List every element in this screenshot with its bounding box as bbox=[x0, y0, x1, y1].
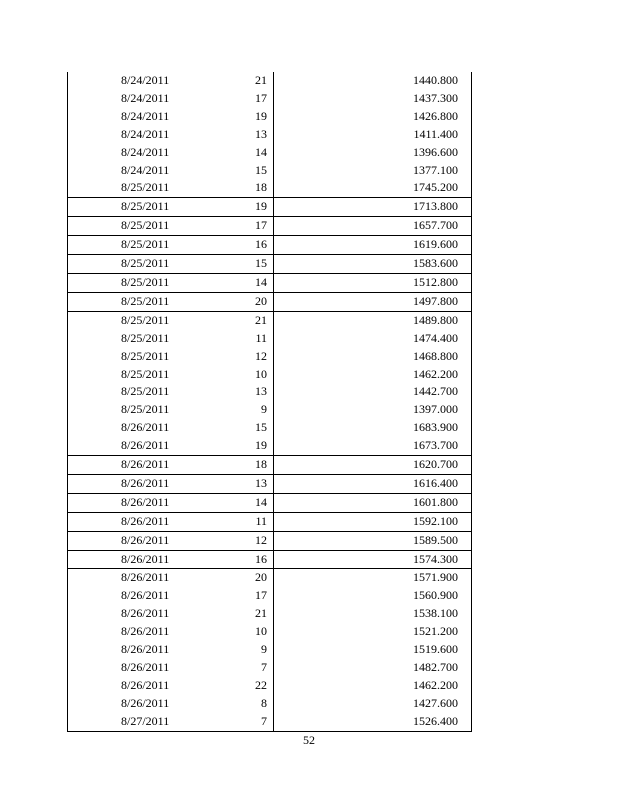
data-table bbox=[67, 72, 472, 732]
cell-value: 1437.300 bbox=[274, 90, 472, 108]
cell-value: 1592.100 bbox=[274, 512, 472, 531]
cell-hour: 15 bbox=[255, 420, 267, 435]
cell-date: 8/26/2011 bbox=[121, 588, 170, 603]
table-row bbox=[68, 330, 472, 348]
cell-date: 8/26/2011 bbox=[121, 624, 170, 639]
cell-value: 1396.600 bbox=[274, 144, 472, 162]
table-row bbox=[68, 108, 472, 126]
cell-date: 8/24/2011 bbox=[121, 90, 170, 105]
cell-value: 1440.800 bbox=[274, 72, 472, 90]
cell-date: 8/25/2011 bbox=[121, 237, 170, 252]
cell-date: 8/25/2011 bbox=[121, 256, 170, 271]
cell-value: 1519.600 bbox=[274, 641, 472, 659]
cell-value: 1427.600 bbox=[274, 695, 472, 713]
cell-hour: 17 bbox=[255, 90, 267, 105]
cell-value: 1583.600 bbox=[274, 255, 472, 274]
cell-value: 1462.200 bbox=[274, 366, 472, 384]
table-row bbox=[68, 641, 472, 659]
cell-value: 1442.700 bbox=[274, 383, 472, 401]
cell-value: 1426.800 bbox=[274, 108, 472, 126]
cell-hour: 14 bbox=[255, 144, 267, 159]
cell-date: 8/25/2011 bbox=[121, 330, 170, 345]
cell-value: 1713.800 bbox=[274, 198, 472, 217]
cell-date: 8/25/2011 bbox=[121, 366, 170, 381]
table-row bbox=[68, 236, 472, 255]
table-row bbox=[68, 273, 472, 292]
cell-value: 1538.100 bbox=[274, 605, 472, 623]
table-row bbox=[68, 366, 472, 384]
cell-hour: 10 bbox=[255, 366, 267, 381]
cell-value: 1673.700 bbox=[274, 437, 472, 455]
cell-hour: 17 bbox=[255, 588, 267, 603]
cell-value: 1619.600 bbox=[274, 236, 472, 255]
table-row bbox=[68, 587, 472, 605]
cell-value: 1620.700 bbox=[274, 456, 472, 475]
cell-date: 8/26/2011 bbox=[121, 532, 170, 547]
cell-value: 1474.400 bbox=[274, 330, 472, 348]
table-row bbox=[68, 456, 472, 475]
table-row bbox=[68, 126, 472, 144]
cell-value: 1411.400 bbox=[274, 126, 472, 144]
cell-hour: 21 bbox=[255, 73, 267, 87]
table-row bbox=[68, 695, 472, 713]
cell-value: 1397.000 bbox=[274, 401, 472, 419]
cell-value: 1745.200 bbox=[274, 179, 472, 197]
table-row bbox=[68, 90, 472, 108]
cell-date: 8/26/2011 bbox=[121, 457, 170, 472]
cell-date: 8/26/2011 bbox=[121, 677, 170, 692]
cell-date: 8/24/2011 bbox=[121, 144, 170, 159]
cell-hour: 19 bbox=[255, 108, 267, 123]
table-row bbox=[68, 162, 472, 180]
cell-date: 8/25/2011 bbox=[121, 199, 170, 214]
cell-hour: 12 bbox=[255, 348, 267, 363]
table-row bbox=[68, 255, 472, 274]
table-row bbox=[68, 569, 472, 587]
cell-hour: 16 bbox=[255, 551, 267, 566]
table-row bbox=[68, 292, 472, 311]
cell-value: 1489.800 bbox=[274, 311, 472, 329]
table-row bbox=[68, 605, 472, 623]
cell-hour: 9 bbox=[261, 402, 267, 417]
cell-hour: 20 bbox=[255, 293, 267, 308]
cell-date: 8/25/2011 bbox=[121, 312, 170, 327]
cell-hour: 12 bbox=[255, 532, 267, 547]
table-row bbox=[68, 419, 472, 437]
cell-hour: 8 bbox=[261, 695, 267, 710]
cell-value: 1589.500 bbox=[274, 531, 472, 550]
cell-hour: 19 bbox=[255, 438, 267, 453]
cell-hour: 21 bbox=[255, 312, 267, 327]
cell-hour: 19 bbox=[255, 199, 267, 214]
cell-date: 8/26/2011 bbox=[121, 551, 170, 566]
cell-date: 8/26/2011 bbox=[121, 660, 170, 674]
cell-hour: 20 bbox=[255, 570, 267, 585]
cell-hour: 16 bbox=[255, 237, 267, 252]
cell-hour: 11 bbox=[255, 513, 267, 528]
cell-date: 8/24/2011 bbox=[121, 126, 170, 141]
cell-hour: 13 bbox=[255, 384, 267, 399]
cell-date: 8/26/2011 bbox=[121, 475, 170, 490]
cell-hour: 11 bbox=[255, 330, 267, 345]
table-body bbox=[68, 72, 472, 731]
cell-date: 8/24/2011 bbox=[121, 108, 170, 123]
cell-date: 8/26/2011 bbox=[121, 642, 170, 657]
table-row bbox=[68, 348, 472, 366]
table-row bbox=[68, 179, 472, 197]
table-row bbox=[68, 659, 472, 677]
cell-date: 8/26/2011 bbox=[121, 513, 170, 528]
cell-hour: 21 bbox=[255, 606, 267, 621]
table-row bbox=[68, 311, 472, 329]
table-row bbox=[68, 623, 472, 641]
cell-value: 1616.400 bbox=[274, 474, 472, 493]
cell-hour: 10 bbox=[255, 624, 267, 639]
cell-value: 1683.900 bbox=[274, 419, 472, 437]
cell-date: 8/24/2011 bbox=[121, 162, 170, 177]
table-row bbox=[68, 437, 472, 455]
cell-hour: 14 bbox=[255, 494, 267, 509]
cell-value: 1657.700 bbox=[274, 217, 472, 236]
cell-date: 8/26/2011 bbox=[121, 570, 170, 585]
cell-hour: 22 bbox=[255, 677, 267, 692]
table-row bbox=[68, 401, 472, 419]
cell-date: 8/25/2011 bbox=[121, 384, 170, 399]
cell-value: 1482.700 bbox=[274, 659, 472, 677]
table-row bbox=[68, 493, 472, 512]
table-row bbox=[68, 550, 472, 569]
cell-value: 1521.200 bbox=[274, 623, 472, 641]
cell-value: 1468.800 bbox=[274, 348, 472, 366]
cell-date: 8/25/2011 bbox=[121, 293, 170, 308]
cell-date: 8/25/2011 bbox=[121, 274, 170, 289]
table-row bbox=[68, 474, 472, 493]
cell-value: 1497.800 bbox=[274, 292, 472, 311]
cell-date: 8/24/2011 bbox=[121, 73, 170, 87]
cell-date: 8/25/2011 bbox=[121, 402, 170, 417]
table-row bbox=[68, 72, 472, 90]
cell-value: 1377.100 bbox=[274, 162, 472, 180]
cell-date: 8/27/2011 bbox=[121, 713, 170, 728]
cell-date: 8/25/2011 bbox=[121, 348, 170, 363]
cell-hour: 7 bbox=[261, 660, 267, 674]
table-row bbox=[68, 198, 472, 217]
cell-hour: 7 bbox=[261, 713, 267, 728]
table-row bbox=[68, 531, 472, 550]
cell-hour: 17 bbox=[255, 218, 267, 233]
cell-value: 1512.800 bbox=[274, 273, 472, 292]
cell-hour: 9 bbox=[261, 642, 267, 657]
cell-hour: 18 bbox=[255, 457, 267, 472]
table-row bbox=[68, 713, 472, 731]
cell-hour: 15 bbox=[255, 256, 267, 271]
cell-hour: 13 bbox=[255, 475, 267, 490]
cell-hour: 14 bbox=[255, 274, 267, 289]
table-row bbox=[68, 677, 472, 695]
cell-hour: 18 bbox=[255, 180, 267, 195]
cell-date: 8/26/2011 bbox=[121, 695, 170, 710]
cell-value: 1526.400 bbox=[274, 713, 472, 731]
table-row bbox=[68, 512, 472, 531]
cell-date: 8/25/2011 bbox=[121, 218, 170, 233]
page-number: 52 bbox=[303, 733, 315, 747]
table-row bbox=[68, 217, 472, 236]
table-row bbox=[68, 383, 472, 401]
cell-date: 8/26/2011 bbox=[121, 494, 170, 509]
cell-value: 1560.900 bbox=[274, 587, 472, 605]
cell-date: 8/26/2011 bbox=[121, 606, 170, 621]
table-row bbox=[68, 144, 472, 162]
cell-value: 1462.200 bbox=[274, 677, 472, 695]
cell-date: 8/26/2011 bbox=[121, 438, 170, 453]
cell-date: 8/26/2011 bbox=[121, 420, 170, 435]
cell-value: 1571.900 bbox=[274, 569, 472, 587]
cell-value: 1574.300 bbox=[274, 550, 472, 569]
cell-hour: 15 bbox=[255, 162, 267, 177]
cell-value: 1601.800 bbox=[274, 493, 472, 512]
cell-date: 8/25/2011 bbox=[121, 180, 170, 195]
cell-hour: 13 bbox=[255, 126, 267, 141]
